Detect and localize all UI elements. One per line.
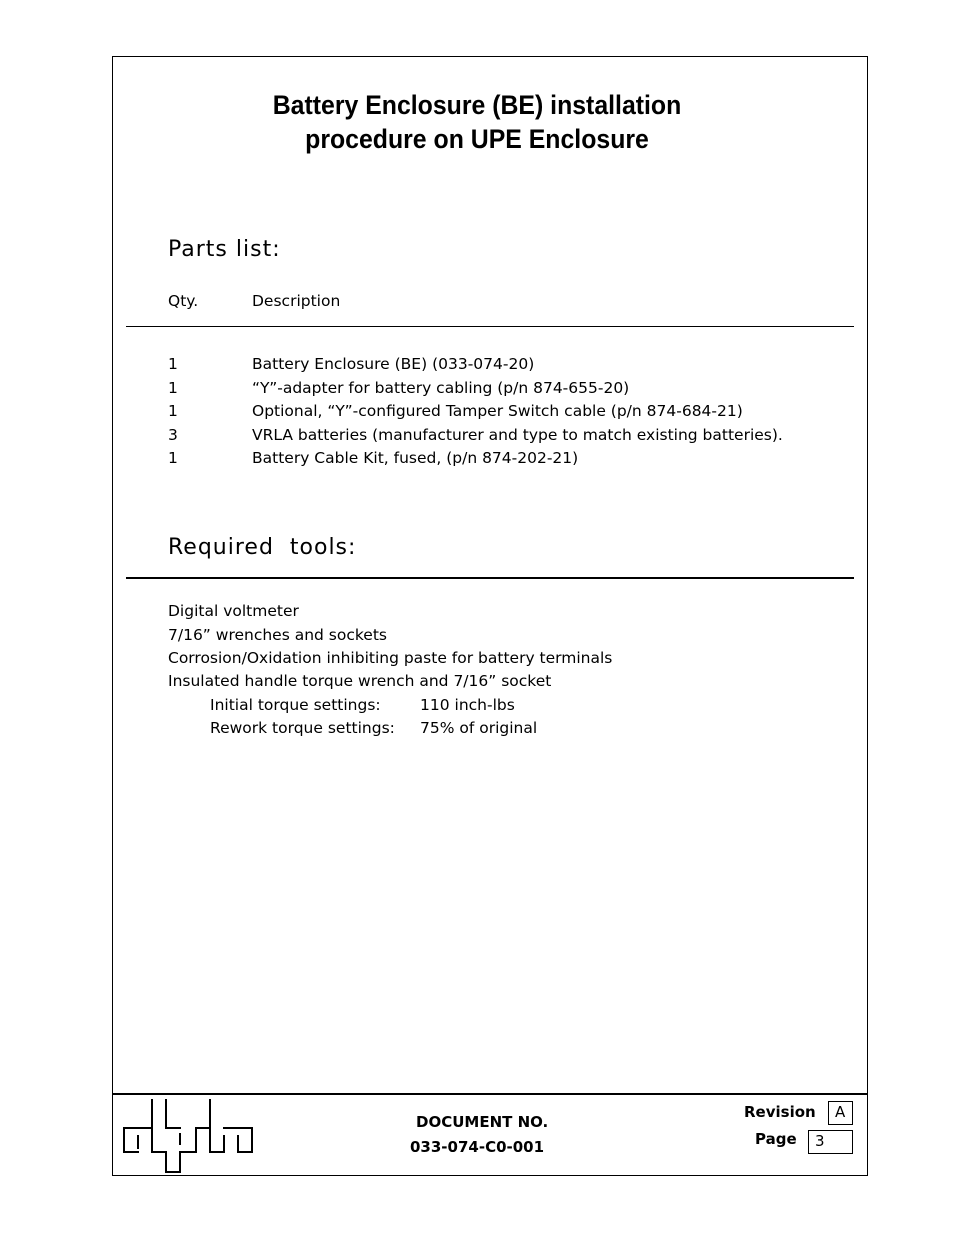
part-description: “Y”-adapter for battery cabling (p/n 874-655-20)	[252, 379, 630, 397]
part-qty: 3	[168, 426, 178, 444]
part-description: Optional, “Y”-configured Tamper Switch cable (p/n 874-684-21)	[252, 402, 743, 420]
part-description: VRLA batteries (manufacturer and type to match existing batteries).	[252, 426, 783, 444]
torque-setting-value: 75% of original	[420, 719, 538, 737]
page-number-box: 3	[808, 1130, 853, 1154]
revision-label: Revision	[744, 1103, 816, 1121]
list-item: Insulated handle torque wrench and 7/16” socket	[168, 672, 552, 690]
document-number-value: 033-074-C0-001	[410, 1138, 545, 1156]
parts-header-rule	[126, 326, 854, 327]
list-item: Corrosion/Oxidation inhibiting paste for battery terminals	[168, 649, 613, 667]
required-tools-heading	[168, 535, 356, 560]
part-description: Battery Enclosure (BE) (033-074-20)	[252, 355, 535, 373]
revision-value-box: A	[828, 1101, 853, 1125]
document-title	[38, 88, 916, 156]
torque-setting-value: 110 inch-lbs	[420, 696, 515, 714]
torque-setting-label: Rework torque settings:	[210, 719, 395, 737]
part-description: Battery Cable Kit, fused, (p/n 874-202-21)	[252, 449, 579, 467]
part-qty: 1	[168, 402, 178, 420]
alpha-logo-icon	[122, 1098, 254, 1176]
parts-list-heading: Parts list:	[168, 237, 281, 262]
page-label: Page	[755, 1130, 797, 1148]
title-line-1: Battery Enclosure (BE) installation	[272, 90, 682, 120]
title-line-2: procedure on UPE Enclosure	[305, 124, 649, 154]
description-column-header: Description	[252, 292, 341, 310]
document-number-label: DOCUMENT NO.	[416, 1113, 549, 1131]
tools-header-rule	[126, 577, 854, 579]
part-qty: 1	[168, 355, 178, 373]
required-tools-heading-text: Required tools:	[168, 535, 357, 560]
part-qty: 1	[168, 449, 178, 467]
list-item: Digital voltmeter	[168, 602, 299, 620]
qty-column-header: Qty.	[168, 292, 199, 310]
list-item: 7/16” wrenches and sockets	[168, 626, 387, 644]
footer-divider	[112, 1093, 868, 1095]
part-qty: 1	[168, 379, 178, 397]
torque-setting-label: Initial torque settings:	[210, 696, 381, 714]
